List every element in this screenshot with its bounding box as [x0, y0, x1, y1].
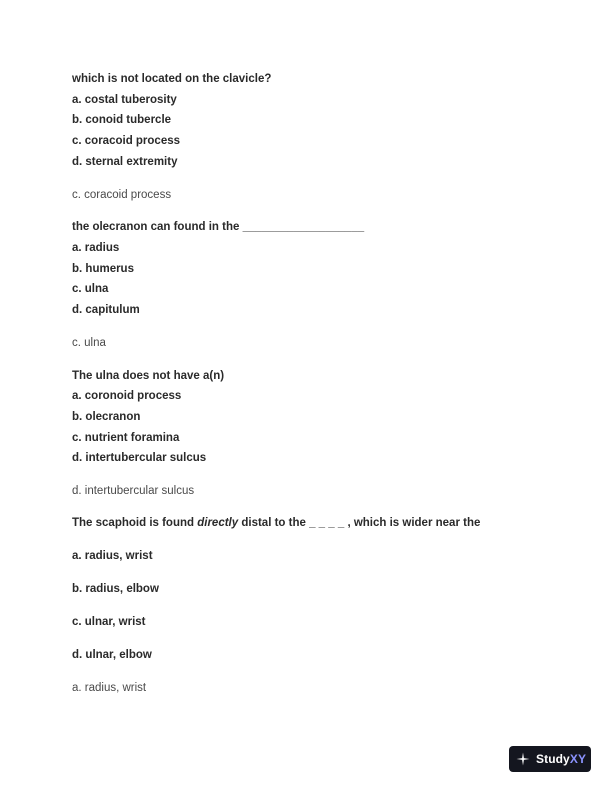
question-3-option-b: b. olecranon — [72, 411, 141, 423]
question-3-prompt: The ulna does not have a(n) — [72, 370, 225, 382]
question-4-prompt — [72, 516, 480, 530]
studyxy-brand-main: Study — [536, 752, 570, 766]
question-1-option-d: d. sternal extremity — [72, 156, 178, 168]
question-1-option-c: c. coracoid process — [72, 135, 181, 147]
studyxy-brand-accent: XY — [569, 752, 587, 766]
question-4-answer: a. radius, wrist — [72, 682, 147, 694]
question-2-option-d: d. capitulum — [72, 304, 140, 316]
question-4-option-c: c. ulnar, wrist — [72, 616, 146, 628]
question-4-option-a: a. radius, wrist — [72, 550, 153, 562]
question-2-option-c: c. ulna — [72, 283, 109, 295]
question-4-option-d: d. ulnar, elbow — [72, 649, 152, 661]
studyxy-brand-label — [536, 752, 586, 766]
question-4-option-b: b. radius, elbow — [72, 583, 159, 595]
question-4-prompt-start: The scaphoid is found — [72, 517, 198, 529]
question-4-prompt-end: distal to the _ _ _ _ , which is wider near the — [238, 517, 481, 529]
question-2-option-b: b. humerus — [72, 263, 134, 275]
question-3-answer: d. intertubercular sulcus — [72, 485, 195, 497]
plus-sparkle-icon — [516, 752, 530, 766]
question-3-option-c: c. nutrient foramina — [72, 432, 180, 444]
question-1-option-a: a. costal tuberosity — [72, 94, 177, 106]
question-2-prompt: the olecranon can found in the ___________________ — [72, 221, 365, 233]
studyxy-badge[interactable] — [509, 746, 591, 772]
question-1-prompt: which is not located on the clavicle? — [72, 73, 272, 85]
question-1-option-b: b. conoid tubercle — [72, 114, 172, 126]
question-2-option-a: a. radius — [72, 242, 120, 254]
question-3-option-a: a. coronoid process — [72, 390, 182, 402]
question-1-answer: c. coracoid process — [72, 189, 172, 201]
question-4-prompt-emphasis: directly — [197, 517, 239, 529]
question-3-option-d: d. intertubercular sulcus — [72, 452, 207, 464]
question-2-answer: c. ulna — [72, 337, 106, 349]
